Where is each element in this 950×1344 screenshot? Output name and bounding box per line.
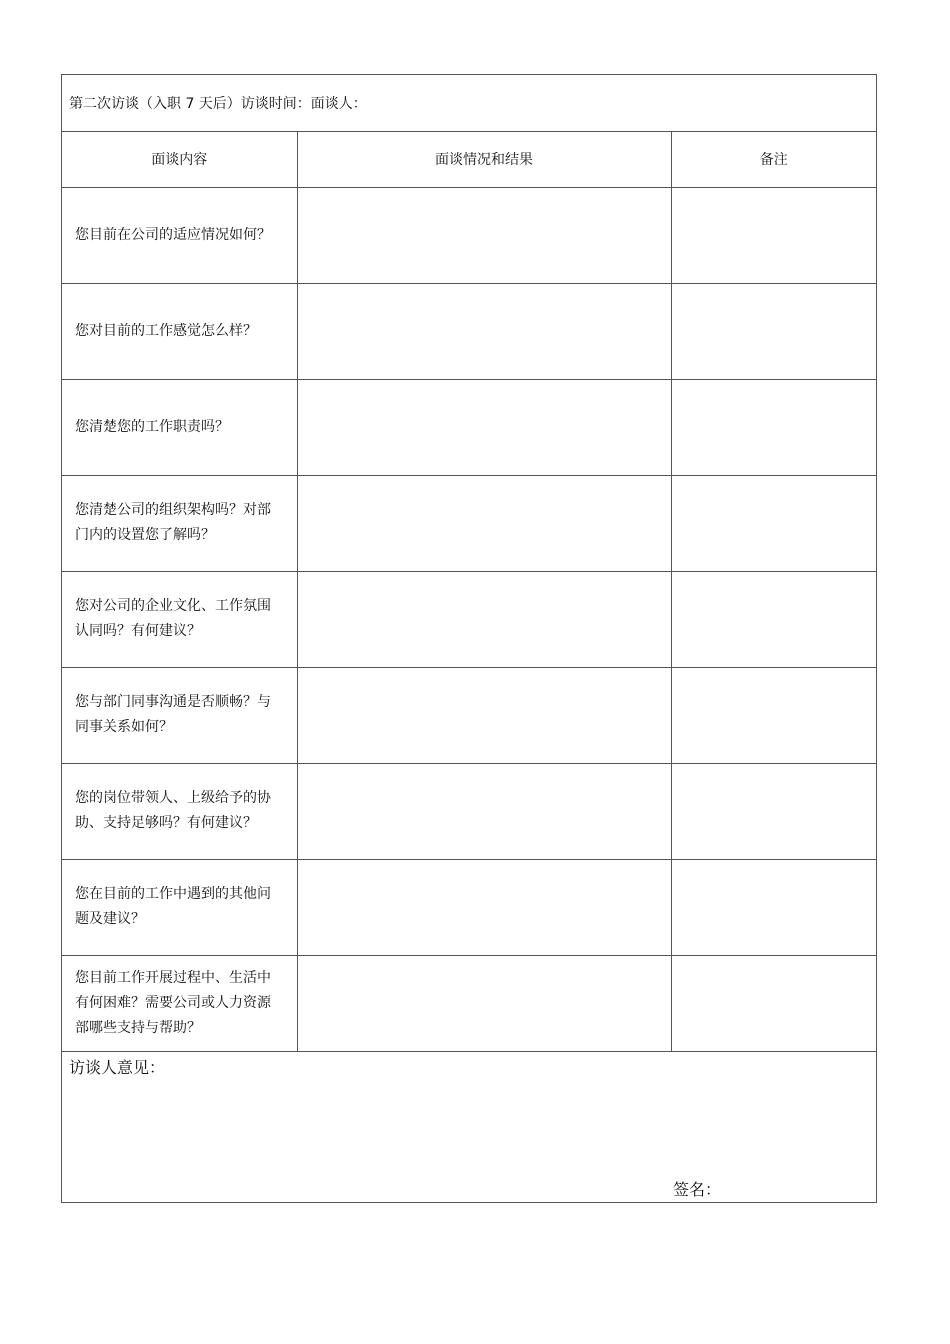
interviewer-opinion-section[interactable] [62,1052,876,1202]
question-cell: 您目前工作开展过程中、生活中有何困难？需要公司或人力资源部哪些支持与帮助？ [62,955,297,1051]
question-cell: 您清楚公司的组织架构吗？对部门内的设置您了解吗？ [62,475,297,571]
table-row [62,379,876,475]
result-cell[interactable] [297,379,671,475]
question-cell: 您目前在公司的适应情况如何？ [62,187,297,283]
question-cell: 您在目前的工作中遇到的其他问题及建议？ [62,859,297,955]
result-cell[interactable] [297,859,671,955]
form-title: 第二次访谈（入职 7 天后）访谈时间：面谈人： [62,75,876,132]
table-row [62,475,876,571]
note-cell[interactable] [671,955,876,1051]
interview-form [61,74,877,1203]
question-cell: 您清楚您的工作职责吗？ [62,379,297,475]
note-cell[interactable] [671,763,876,859]
result-cell[interactable] [297,667,671,763]
note-cell[interactable] [671,187,876,283]
opinion-label: 访谈人意见： [69,1057,166,1077]
table-row [62,955,876,1051]
table-row [62,859,876,955]
table-row [62,571,876,667]
table-row [62,763,876,859]
result-cell[interactable] [297,571,671,667]
result-cell[interactable] [297,283,671,379]
signature-label: 签名： [673,1179,722,1199]
question-cell: 您与部门同事沟通是否顺畅？与同事关系如何？ [62,667,297,763]
table-row [62,283,876,379]
question-cell: 您的岗位带领人、上级给予的协助、支持足够吗？有何建议？ [62,763,297,859]
header-note: 备注 [671,132,876,187]
table-header-row [62,132,876,187]
question-cell: 您对公司的企业文化、工作氛围认同吗？有何建议？ [62,571,297,667]
table-row [62,667,876,763]
note-cell[interactable] [671,667,876,763]
note-cell[interactable] [671,379,876,475]
result-cell[interactable] [297,955,671,1051]
table-row [62,187,876,283]
header-result: 面谈情况和结果 [297,132,671,187]
result-cell[interactable] [297,187,671,283]
interview-table [62,132,876,1052]
question-cell: 您对目前的工作感觉怎么样？ [62,283,297,379]
result-cell[interactable] [297,763,671,859]
note-cell[interactable] [671,283,876,379]
note-cell[interactable] [671,475,876,571]
note-cell[interactable] [671,571,876,667]
note-cell[interactable] [671,859,876,955]
header-content: 面谈内容 [62,132,297,187]
result-cell[interactable] [297,475,671,571]
